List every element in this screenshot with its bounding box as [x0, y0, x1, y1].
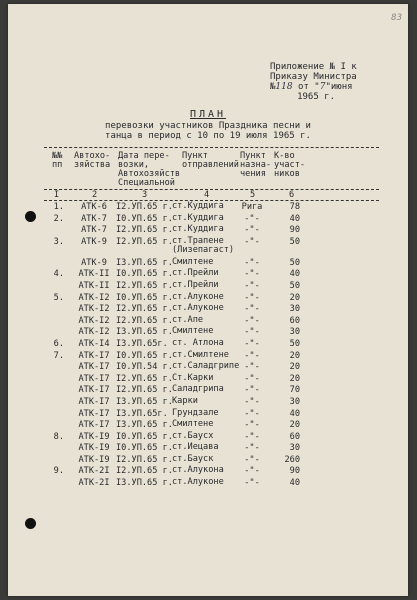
row-departure: ст.Куддига [172, 212, 224, 223]
row-depot: АТК-I4 [78, 338, 110, 349]
punch-hole-bottom [25, 518, 36, 529]
row-date: I3.УП.65 г. [116, 327, 173, 338]
row-participants: 40 [289, 408, 300, 419]
row-date: I2.УП.65 г. [116, 466, 173, 477]
row-participants: 30 [289, 304, 300, 315]
row-destination: -"- [244, 373, 260, 384]
row-departure: ст.Куддига [172, 201, 224, 211]
row-departure: ст.Алуконе [172, 303, 224, 314]
page-number: 83 [391, 13, 402, 23]
row-depot: АТК-7 [81, 213, 107, 224]
row-number: 3. [53, 236, 64, 247]
row-depot: АТК-I9 [78, 443, 110, 454]
row-date: I0.УП.65 г. [116, 431, 173, 442]
table-body [44, 202, 379, 490]
row-participants: 50 [289, 236, 300, 247]
header-line-2: Приказу Министра [270, 72, 357, 82]
col-header-depot: Автохо- зяйства [74, 151, 111, 170]
row-depot: АТК-I7 [78, 362, 110, 373]
row-date: I3.УП.65 г. [116, 420, 173, 431]
row-depot: АТК-I7 [78, 373, 110, 384]
row-participants: 30 [289, 396, 300, 407]
handwritten-day: 7 [319, 82, 326, 92]
row-date: I2.УП.65 г. [116, 373, 173, 384]
row-date: I0.УП.65 г. [116, 269, 173, 280]
row-destination: -"- [244, 213, 260, 224]
row-departure: Грундзале [172, 407, 219, 418]
row-depot: АТК-I2 [78, 292, 110, 303]
row-destination: -"- [244, 236, 260, 247]
table-row [44, 420, 379, 432]
row-departure: Смилтене [172, 326, 214, 337]
row-date: I2.УП.65 г. [116, 236, 173, 247]
table-row [44, 362, 379, 374]
row-date: I3.УП.65г. [116, 408, 168, 419]
row-number: 6. [53, 338, 64, 349]
row-depot: АТК-9 [81, 236, 107, 247]
table-header [44, 152, 379, 190]
row-depot: АТК-2I [78, 466, 110, 477]
row-departure: ст. Атлона [172, 337, 224, 348]
row-destination: -"- [244, 350, 260, 361]
appendix-header [270, 62, 357, 102]
row-participants: 20 [289, 373, 300, 384]
row-destination: -"- [244, 443, 260, 454]
row-departure: ст.Апе [172, 314, 204, 325]
row-departure: Карки [172, 395, 198, 406]
row-date: I2.УП.65 г. [116, 385, 173, 396]
row-number: 4. [53, 269, 64, 280]
row-depot: АТК-I2 [78, 327, 110, 338]
row-date: I2.УП.65 г. [116, 454, 173, 465]
row-participants: 50 [289, 257, 300, 268]
row-destination: -"- [244, 225, 260, 236]
row-departure: ст.Трапене (Лизепагаст) [172, 235, 235, 255]
row-depot: АТК-I7 [78, 420, 110, 431]
row-number: 5. [53, 292, 64, 303]
row-depot: АТК-II [78, 280, 110, 291]
header-line-4: 1965 г. [297, 92, 336, 102]
row-participants: 260 [284, 454, 300, 465]
row-departure: ст.Прейли [172, 279, 219, 290]
row-depot: АТК-I9 [78, 454, 110, 465]
row-destination: -"- [244, 454, 260, 465]
row-participants: 70 [289, 385, 300, 396]
row-depot: АТК-I2 [78, 315, 110, 326]
table-row [44, 202, 379, 214]
row-destination: -"- [244, 338, 260, 349]
column-numbers-row: I 2 3 4 5 6 [54, 190, 295, 200]
row-participants: 60 [289, 431, 300, 442]
col-header-date: Дата пере- возки, Автохозяйств Специальной [118, 151, 181, 188]
row-destination: -"- [244, 431, 260, 442]
row-participants: 20 [289, 292, 300, 303]
row-date: I2.УП.65 г. [116, 225, 173, 236]
row-destination: -"- [244, 327, 260, 338]
table-row [44, 304, 379, 316]
col-header-number: №№ пп [52, 151, 63, 170]
row-departure: Смилтене [172, 256, 214, 267]
table-row [44, 281, 379, 293]
row-number: 2. [53, 213, 64, 224]
table-row [44, 339, 379, 351]
document-subtitle: перевозки участников Праздника песни и танца в период с 10 по 19 июля 1965 г. [105, 121, 311, 141]
row-depot: АТК-6 [81, 202, 107, 212]
row-date: I3.УП.65г. [116, 338, 168, 349]
row-participants: 40 [289, 213, 300, 224]
row-destination: -"- [244, 385, 260, 396]
row-destination: -"- [244, 257, 260, 268]
row-date: I0.УП.65 г. [116, 350, 173, 361]
table-row [44, 397, 379, 409]
row-depot: АТК-2I [78, 478, 110, 489]
row-depot: АТК-I7 [78, 350, 110, 361]
table-row [44, 237, 379, 258]
row-participants: 50 [289, 280, 300, 291]
row-participants: 90 [289, 466, 300, 477]
row-participants: 50 [289, 338, 300, 349]
row-date: I3.УП.65 г. [116, 396, 173, 407]
row-date: I0.УП.65 г. [116, 443, 173, 454]
row-date: I0.УП.54 г. [116, 362, 173, 373]
row-departure: ст.Бауск [172, 453, 214, 464]
row-destination: -"- [244, 362, 260, 373]
row-participants: 30 [289, 443, 300, 454]
row-departure: ст.Прейли [172, 268, 219, 279]
row-depot: АТК-I7 [78, 385, 110, 396]
row-depot: АТК-9 [81, 257, 107, 268]
row-departure: ст.Алукона [172, 465, 224, 476]
row-number: 7. [53, 350, 64, 361]
row-destination: -"- [244, 466, 260, 477]
col-header-destination: Пункт назна- чения [240, 151, 272, 179]
col-header-departure: Пункт отправлений [182, 151, 239, 170]
row-destination: Рига [241, 202, 263, 212]
row-departure: ст.Саладгрипе [172, 361, 240, 372]
row-departure: Смилтене [172, 419, 214, 430]
row-participants: 20 [289, 420, 300, 431]
row-depot: АТК-I7 [78, 408, 110, 419]
row-destination: -"- [244, 304, 260, 315]
row-depot: АТК-I9 [78, 431, 110, 442]
row-departure: ст.Куддига [172, 224, 224, 235]
row-participants: 60 [289, 315, 300, 326]
row-participants: 20 [289, 350, 300, 361]
row-number: 1. [53, 202, 64, 212]
row-departure: ст.Смилтене [172, 349, 229, 360]
row-destination: -"- [244, 280, 260, 291]
row-depot: АТК-I7 [78, 396, 110, 407]
row-date: I0.УП.65 г. [116, 213, 173, 224]
row-number: 9. [53, 466, 64, 477]
header-line-3: №118 от "7"июня [270, 82, 353, 92]
row-departure: ст.Иецава [172, 442, 219, 453]
row-participants: 78 [289, 202, 300, 212]
row-participants: 40 [289, 269, 300, 280]
col-header-participants: К-во участ- ников [274, 151, 306, 179]
row-participants: 40 [289, 478, 300, 489]
row-destination: -"- [244, 315, 260, 326]
row-date: I0.УП.65 г. [116, 292, 173, 303]
row-destination: -"- [244, 408, 260, 419]
row-number: 8. [53, 431, 64, 442]
row-depot: АТК-7 [81, 225, 107, 236]
document-page [8, 4, 408, 596]
row-date: I2.УП.65 г. [116, 315, 173, 326]
row-date: I2.УП.65 г. [116, 304, 173, 315]
punch-hole-top [25, 211, 36, 222]
handwritten-order-number: 118 [275, 82, 293, 92]
row-departure: Саладгрипа [172, 384, 224, 395]
row-departure: ст.Алуконе [172, 477, 224, 488]
row-departure: Ст.Карки [172, 372, 214, 383]
row-participants: 20 [289, 362, 300, 373]
row-participants: 90 [289, 225, 300, 236]
row-destination: -"- [244, 478, 260, 489]
row-departure: ст.Баусх [172, 430, 214, 441]
row-departure: ст.Алуконе [172, 291, 224, 302]
row-depot: АТК-I2 [78, 304, 110, 315]
row-destination: -"- [244, 396, 260, 407]
row-date: I3.УП.65 г. [116, 257, 173, 268]
row-participants: 30 [289, 327, 300, 338]
row-date: I2.УП.65 г. [116, 280, 173, 291]
table-row [44, 478, 379, 490]
row-destination: -"- [244, 420, 260, 431]
table-row [44, 385, 379, 397]
row-date: I3.УП.65 г. [116, 478, 173, 489]
row-depot: АТК-II [78, 269, 110, 280]
row-date: I2.УП.65 г. [116, 202, 173, 212]
row-destination: -"- [244, 292, 260, 303]
header-line-1: Приложение № I к [270, 62, 357, 72]
document-title: ПЛАН [189, 109, 227, 120]
row-destination: -"- [244, 269, 260, 280]
